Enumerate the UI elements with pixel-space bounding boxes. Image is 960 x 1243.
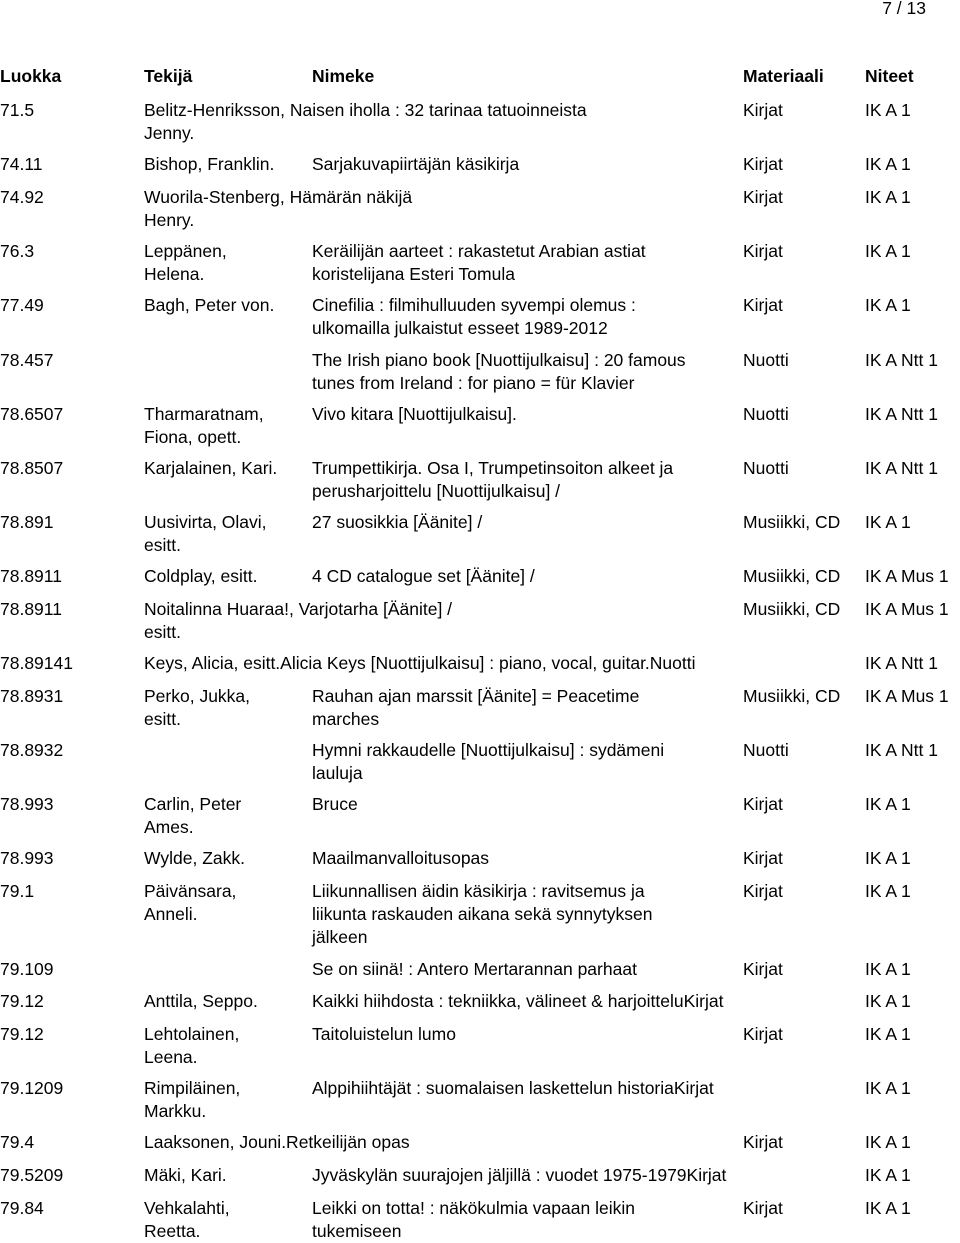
row-tekija: Belitz-Henriksson, Naisen iholla : 32 tarinaa tatuoinneista [144, 100, 587, 120]
row-nimeke: Alppihiihtäjät : suomalaisen laskettelun historiaKirjat [312, 1078, 714, 1098]
page-number: 7 / 13 [882, 0, 926, 18]
row-nimeke: jälkeen [312, 927, 368, 947]
row-niteet: IK A Ntt 1 [865, 404, 938, 424]
row-nimeke: Maailmanvalloitusopas [312, 848, 490, 868]
row-materiaali: Kirjat [743, 1198, 783, 1218]
row-nimeke: koristelijana Esteri Tomula [312, 264, 515, 284]
row-luokka: 79.84 [0, 1198, 44, 1218]
row-nimeke: Liikunnallisen äidin käsikirja : ravitsemus ja [312, 881, 645, 901]
row-tekija: Henry. [144, 210, 195, 230]
row-luokka: 78.8911 [0, 566, 62, 586]
row-nimeke: Kaikki hiihdosta : tekniikka, välineet & harjoitteluKirjat [312, 991, 724, 1011]
row-nimeke: 27 suosikkia [Äänite] / [312, 512, 483, 532]
header-niteet: Niteet [865, 66, 914, 86]
row-tekija: esitt. [144, 622, 181, 642]
row-luokka: 74.92 [0, 187, 44, 207]
row-nimeke: Leikki on totta! : näkökulmia vapaan leikin [312, 1198, 635, 1218]
row-materiaali: Kirjat [743, 295, 783, 315]
row-luokka: 71.5 [0, 100, 35, 120]
row-niteet: IK A 1 [865, 991, 911, 1011]
row-nimeke: The Irish piano book [Nuottijulkaisu] : 20 famous [312, 350, 686, 370]
row-nimeke: Se on siinä! : Antero Mertarannan parhaat [312, 959, 637, 979]
row-niteet: IK A 1 [865, 154, 911, 174]
row-luokka: 79.4 [0, 1132, 35, 1152]
header-tekija: Tekijä [144, 66, 193, 86]
row-tekija: esitt. [144, 535, 181, 555]
row-niteet: IK A 1 [865, 187, 911, 207]
row-tekija: Karjalainen, Kari. [144, 458, 278, 478]
row-niteet: IK A 1 [865, 848, 911, 868]
row-luokka: 78.8911 [0, 599, 62, 619]
row-tekija: Anttila, Seppo. [144, 991, 258, 1011]
row-niteet: IK A 1 [865, 881, 911, 901]
row-luokka: 79.1209 [0, 1078, 64, 1098]
row-materiaali: Kirjat [743, 848, 783, 868]
row-tekija: Wuorila-Stenberg, Hämärän näkijä [144, 187, 413, 207]
row-materiaali: Kirjat [743, 1132, 783, 1152]
row-niteet: IK A 1 [865, 1132, 911, 1152]
row-niteet: IK A 1 [865, 100, 911, 120]
row-tekija: Bagh, Peter von. [144, 295, 275, 315]
row-luokka: 78.89141 [0, 653, 73, 673]
row-materiaali: Kirjat [743, 154, 783, 174]
row-materiaali: Musiikki, CD [743, 512, 841, 532]
row-luokka: 79.12 [0, 991, 44, 1011]
row-nimeke: Hymni rakkaudelle [Nuottijulkaisu] : sydämeni [312, 740, 665, 760]
row-niteet: IK A Ntt 1 [865, 653, 938, 673]
row-luokka: 78.457 [0, 350, 54, 370]
row-tekija: Lehtolainen, [144, 1024, 240, 1044]
row-tekija: Rimpiläinen, [144, 1078, 241, 1098]
header-luokka: Luokka [0, 66, 62, 86]
row-luokka: 78.6507 [0, 404, 64, 424]
row-nimeke: Trumpettikirja. Osa I, Trumpetinsoiton alkeet ja [312, 458, 674, 478]
row-nimeke: Bruce [312, 794, 358, 814]
row-nimeke: perusharjoittelu [Nuottijulkaisu] / [312, 481, 561, 501]
row-tekija: esitt. [144, 709, 181, 729]
row-tekija: Uusivirta, Olavi, [144, 512, 267, 532]
row-tekija: Tharmaratnam, [144, 404, 264, 424]
row-niteet: IK A Mus 1 [865, 599, 949, 619]
row-nimeke: ulkomailla julkaistut esseet 1989-2012 [312, 318, 608, 338]
row-niteet: IK A 1 [865, 1024, 911, 1044]
row-tekija: Noitalinna Huaraa!, Varjotarha [Äänite] / [144, 599, 453, 619]
row-nimeke: Cinefilia : filmihulluuden syvempi olemus : [312, 295, 636, 315]
row-tekija: Carlin, Peter [144, 794, 242, 814]
row-luokka: 78.8931 [0, 686, 64, 706]
row-materiaali: Kirjat [743, 187, 783, 207]
row-nimeke: tukemiseen [312, 1221, 402, 1241]
row-nimeke: Vivo kitara [Nuottijulkaisu]. [312, 404, 517, 424]
row-niteet: IK A 1 [865, 794, 911, 814]
row-tekija: Perko, Jukka, [144, 686, 251, 706]
row-nimeke: Jyväskylän suurajojen jäljillä : vuodet 1975-1979Kirjat [312, 1165, 727, 1185]
row-nimeke: liikunta raskauden aikana sekä synnytyksen [312, 904, 653, 924]
row-luokka: 78.8507 [0, 458, 64, 478]
row-luokka: 79.12 [0, 1024, 44, 1044]
row-tekija: Fiona, opett. [144, 427, 242, 447]
row-luokka: 74.11 [0, 154, 43, 174]
row-tekija: Markku. [144, 1101, 207, 1121]
row-nimeke: Keräilijän aarteet : rakastetut Arabian astiat [312, 241, 646, 261]
row-nimeke: Rauhan ajan marssit [Äänite] = Peacetime [312, 686, 640, 706]
row-luokka: 78.993 [0, 794, 54, 814]
row-niteet: IK A 1 [865, 959, 911, 979]
row-nimeke: Sarjakuvapiirtäjän käsikirja [312, 154, 520, 174]
row-nimeke: 4 CD catalogue set [Äänite] / [312, 566, 535, 586]
row-materiaali: Musiikki, CD [743, 686, 841, 706]
row-niteet: IK A 1 [865, 241, 911, 261]
row-niteet: IK A Ntt 1 [865, 740, 938, 760]
row-niteet: IK A 1 [865, 1165, 911, 1185]
row-luokka: 78.891 [0, 512, 54, 532]
row-tekija: Laaksonen, Jouni.Retkeilijän opas [144, 1132, 410, 1152]
row-tekija: Reetta. [144, 1221, 201, 1241]
row-tekija: Leena. [144, 1047, 198, 1067]
row-nimeke: tunes from Ireland : for piano = für Klavier [312, 373, 635, 393]
row-materiaali: Kirjat [743, 881, 783, 901]
row-luokka: 79.109 [0, 959, 54, 979]
row-tekija: Päivänsara, [144, 881, 237, 901]
row-materiaali: Kirjat [743, 100, 783, 120]
row-tekija: Wylde, Zakk. [144, 848, 245, 868]
row-luokka: 77.49 [0, 295, 44, 315]
row-niteet: IK A Mus 1 [865, 566, 949, 586]
table-header [0, 65, 960, 88]
row-niteet: IK A 1 [865, 1198, 911, 1218]
row-materiaali: Musiikki, CD [743, 599, 841, 619]
row-tekija: Bishop, Franklin. [144, 154, 275, 174]
row-luokka: 79.5209 [0, 1165, 64, 1185]
row-tekija: Leppänen, [144, 241, 227, 261]
row-niteet: IK A Mus 1 [865, 686, 949, 706]
row-luokka: 78.993 [0, 848, 54, 868]
row-tekija: Ames. [144, 817, 194, 837]
header-materiaali: Materiaali [743, 66, 824, 86]
row-tekija: Mäki, Kari. [144, 1165, 227, 1185]
row-niteet: IK A Ntt 1 [865, 458, 938, 478]
row-niteet: IK A 1 [865, 1078, 911, 1098]
row-tekija: Anneli. [144, 904, 198, 924]
row-materiaali: Musiikki, CD [743, 566, 841, 586]
row-materiaali: Kirjat [743, 1024, 783, 1044]
row-tekija: Keys, Alicia, esitt.Alicia Keys [Nuottijulkaisu] : piano, vocal, guitar.Nuotti [144, 653, 696, 673]
row-luokka: 79.1 [0, 881, 35, 901]
row-nimeke: lauluja [312, 763, 363, 783]
row-materiaali: Nuotti [743, 740, 789, 760]
row-materiaali: Nuotti [743, 458, 789, 478]
row-nimeke: Taitoluistelun lumo [312, 1024, 456, 1044]
row-materiaali: Kirjat [743, 959, 783, 979]
row-niteet: IK A 1 [865, 295, 911, 315]
row-tekija: Coldplay, esitt. [144, 566, 258, 586]
header-nimeke: Nimeke [312, 66, 375, 86]
row-luokka: 76.3 [0, 241, 35, 261]
row-nimeke: marches [312, 709, 380, 729]
row-materiaali: Kirjat [743, 241, 783, 261]
row-niteet: IK A Ntt 1 [865, 350, 938, 370]
row-materiaali: Kirjat [743, 794, 783, 814]
row-niteet: IK A 1 [865, 512, 911, 532]
row-tekija: Vehkalahti, [144, 1198, 230, 1218]
row-materiaali: Nuotti [743, 404, 789, 424]
row-materiaali: Nuotti [743, 350, 789, 370]
row-tekija: Jenny. [144, 123, 195, 143]
row-luokka: 78.8932 [0, 740, 64, 760]
row-tekija: Helena. [144, 264, 205, 284]
